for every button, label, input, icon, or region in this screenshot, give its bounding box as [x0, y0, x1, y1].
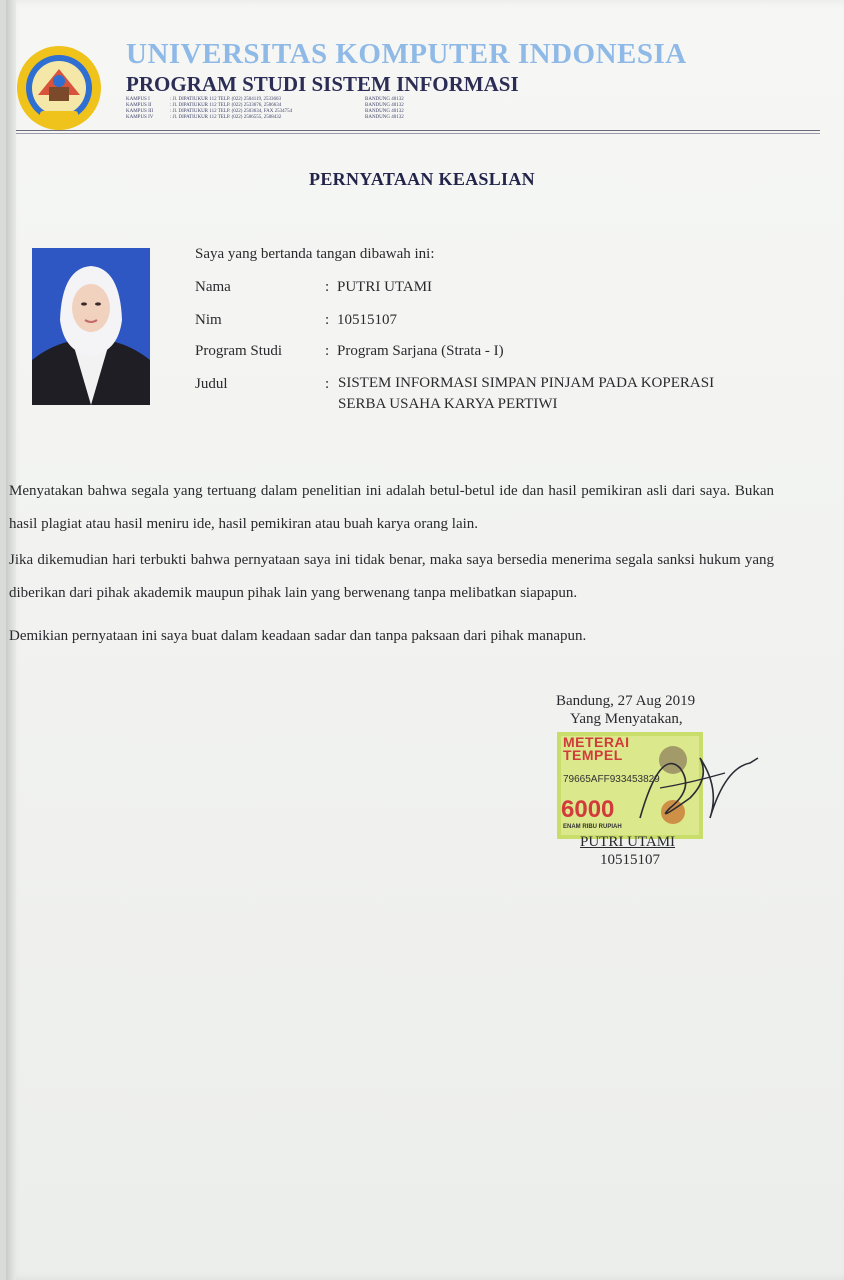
field-nama	[195, 279, 432, 296]
stamp-serial: 79665AFF933453829	[563, 774, 660, 785]
campus-row	[126, 115, 404, 121]
stamp-value: 6000	[561, 796, 615, 823]
campus-city: BANDUNG 40132	[365, 103, 404, 108]
field-colon: :	[325, 376, 330, 392]
letterhead-divider-thin	[16, 133, 820, 134]
campus-name: KAMPUS IV	[126, 115, 154, 120]
judul-line-1: SISTEM INFORMASI SIMPAN PINJAM PADA KOPERASI	[338, 375, 715, 391]
field-value-nim: 10515107	[337, 312, 397, 328]
field-colon: :	[325, 343, 330, 359]
signatory-name: PUTRI UTAMI	[580, 834, 676, 850]
campus-address: : Jl. DIPATIUKUR 112 TELP. (022) 2504119, 2533603	[170, 97, 282, 102]
university-name: UNIVERSITAS KOMPUTER INDONESIA	[126, 38, 687, 70]
campus-address-list	[126, 97, 404, 121]
document-title: PERNYATAAN KEASLIAN	[309, 169, 535, 189]
campus-city: BANDUNG 40132	[365, 115, 404, 120]
judul-line-2: SERBA USAHA KARYA PERTIWI	[338, 396, 558, 412]
signature-role: Yang Menyatakan,	[570, 711, 683, 727]
stamp-label-line: METERAI	[563, 734, 630, 750]
campus-address: : Jl. DIPATIUKUR 112 TELP. (022) 2503634, FAX 2534754	[170, 109, 293, 114]
handwritten-signature	[600, 728, 760, 838]
program-name: PROGRAM STUDI SISTEM INFORMASI	[126, 72, 519, 96]
campus-name: KAMPUS I	[126, 97, 150, 102]
statement-paragraph: Jika dikemudian hari terbukti bahwa pernyataan saya ini tidak benar, maka saya bersedia menerima segala sanksi hukum yang diberikan dari pihak akademik maupun pihak lain yang berwenang tanpa melibatkan siapapun.	[9, 552, 774, 601]
campus-city: BANDUNG 40132	[365, 97, 404, 102]
statement-paragraph: Menyatakan bahwa segala yang tertuang dalam penelitian ini adalah betul-betul ide dan hasil pemikiran asli dari saya. Bukan hasil plagiat atau hasil meniru ide, hasil pemikiran atau buah karya orang lain.	[9, 483, 774, 532]
campus-address: : Jl. DIPATIUKUR 112 TELP. (022) 2506555, 2508432	[170, 115, 282, 120]
field-label: Program Studi	[195, 343, 283, 359]
student-photo	[32, 248, 150, 405]
field-judul	[195, 376, 337, 393]
field-label: Nama	[195, 279, 231, 295]
statement-intro: Saya yang bertanda tangan dibawah ini:	[195, 246, 435, 262]
campus-name: KAMPUS II	[126, 103, 152, 108]
campus-name: KAMPUS III	[126, 109, 154, 114]
campus-city: BANDUNG 40132	[365, 109, 404, 114]
field-value-program-studi: Program Sarjana (Strata - I)	[337, 343, 504, 359]
field-value-nama: PUTRI UTAMI	[337, 279, 433, 295]
field-nim	[195, 312, 397, 329]
signatory-nim: 10515107	[600, 852, 660, 868]
campus-address: : Jl. DIPATIUKUR 112 TELP. (022) 2533676, 2506634	[170, 103, 282, 108]
stamp-label-line: TEMPEL	[563, 747, 623, 763]
letterhead-divider	[16, 130, 820, 131]
field-program-studi	[195, 343, 504, 360]
field-label: Nim	[195, 312, 222, 328]
signature-place-date: Bandung, 27 Aug 2019	[556, 693, 696, 709]
field-colon: :	[325, 279, 330, 295]
university-logo-icon	[16, 45, 102, 131]
field-value-judul	[338, 373, 758, 415]
field-label: Judul	[195, 376, 228, 392]
statement-paragraph: Demikian pernyataan ini saya buat dalam keadaan sadar dan tanpa paksaan dari pihak manapun.	[9, 628, 587, 644]
stamp-value-words: ENAM RIBU RUPIAH	[563, 824, 622, 830]
field-colon: :	[325, 312, 330, 328]
